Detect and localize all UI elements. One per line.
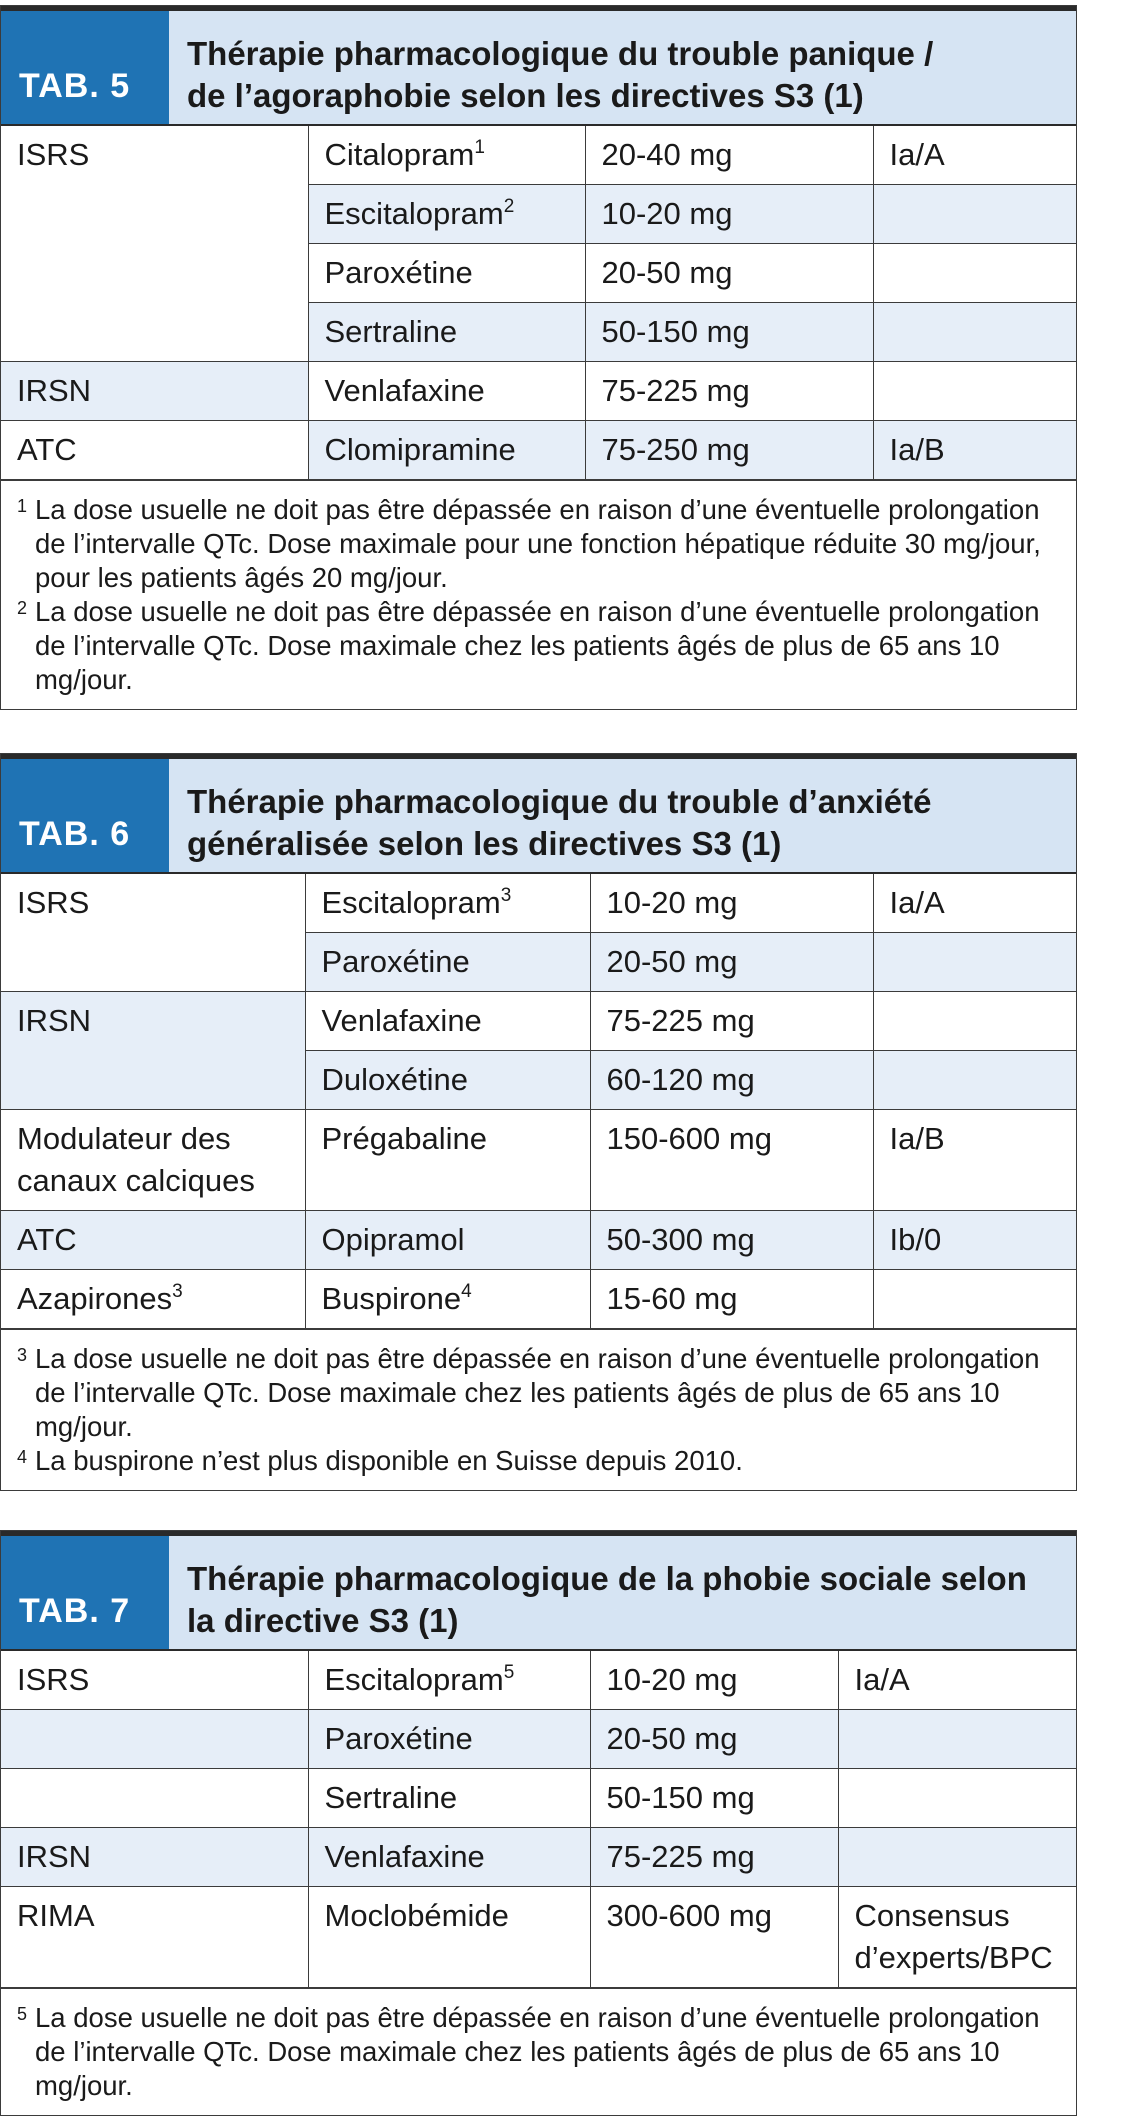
drug-cell: Venlafaxine (308, 1828, 590, 1887)
dose-cell: 60-120 mg (590, 1051, 873, 1110)
footnote (17, 2001, 1062, 2103)
drug-name: Escitalopram (324, 1662, 504, 1697)
table-row (1, 1651, 1076, 1710)
evidence-cell (873, 303, 1076, 362)
drug-cell: Paroxétine (305, 933, 590, 992)
class-cell (1, 1710, 308, 1769)
evidence-cell: Ia/A (873, 126, 1076, 185)
footnote-mark: 5 (17, 2004, 28, 2024)
class-cell: IRSN (1, 362, 308, 421)
table-header (1, 1531, 1076, 1651)
table-row (1, 126, 1076, 185)
drug-cell: Duloxétine (305, 1051, 590, 1110)
drug-cell: Sertraline (308, 303, 585, 362)
table-body (1, 126, 1076, 480)
drug-name: Escitalopram (324, 196, 504, 231)
drug-cell (305, 1270, 590, 1329)
class-cell: ISRS (1, 1651, 308, 1710)
footnote-ref: 3 (500, 885, 512, 906)
table-row (1, 1270, 1076, 1329)
table-row (1, 362, 1076, 421)
table-footnotes (1, 480, 1076, 709)
table-header (1, 754, 1076, 874)
drug-name: Buspirone (321, 1281, 462, 1316)
dose-cell: 10-20 mg (590, 874, 873, 933)
dose-cell: 50-150 mg (585, 303, 873, 362)
evidence-cell (873, 362, 1076, 421)
dose-cell: 75-250 mg (585, 421, 873, 480)
evidence-cell: Ia/B (873, 1110, 1076, 1211)
dose-cell: 20-50 mg (590, 933, 873, 992)
drug-cell: Sertraline (308, 1769, 590, 1828)
evidence-cell: Ia/A (838, 1651, 1076, 1710)
dose-cell: 75-225 mg (585, 362, 873, 421)
drug-name: Escitalopram (321, 885, 501, 920)
class-cell: IRSN (1, 1828, 308, 1887)
footnote-mark: 4 (17, 1447, 28, 1467)
table-row (1, 1769, 1076, 1828)
table-row (1, 1110, 1076, 1211)
table-body (1, 1651, 1076, 1988)
footnote-text: La dose usuelle ne doit pas être dépassée en raison d’une éventuelle prolongation de l’intervalle QTc. Dose maximale chez les patients âgés de plus de 65 ans 10 mg/jour. (35, 596, 1040, 695)
table-label: TAB. 7 (1, 1536, 169, 1649)
dose-cell: 10-20 mg (590, 1651, 838, 1710)
table-row (1, 1887, 1076, 1988)
class-cell (1, 1270, 305, 1329)
evidence-cell (838, 1710, 1076, 1769)
table-5 (0, 5, 1077, 710)
table-title-line: Thérapie pharmacologique de la phobie sociale selon (187, 1560, 1027, 1597)
drug-cell: Venlafaxine (305, 992, 590, 1051)
footnote-ref: 1 (474, 137, 485, 158)
class-cell: RIMA (1, 1887, 308, 1988)
table-title-line: généralisée selon les directives S3 (1) (187, 825, 782, 862)
footnote (17, 493, 1062, 595)
footnote (17, 1444, 1062, 1478)
drug-cell: Opipramol (305, 1211, 590, 1270)
class-cell: IRSN (1, 992, 305, 1110)
table-title (169, 11, 1076, 124)
table-label: TAB. 5 (1, 11, 169, 124)
table-row (1, 1828, 1076, 1887)
table-label: TAB. 6 (1, 759, 169, 872)
footnote-text: La dose usuelle ne doit pas être dépassée en raison d’une éventuelle prolongation de l’intervalle QTc. Dose maximale pour une fonction hépatique réduite 30 mg/jour, pour les patients âgés 20 mg/jour. (35, 494, 1041, 593)
drug-cell: Clomipramine (308, 421, 585, 480)
drug-cell (308, 185, 585, 244)
footnote-ref: 2 (503, 196, 515, 217)
dose-cell: 20-50 mg (585, 244, 873, 303)
class-cell: ATC (1, 421, 308, 480)
table-title-line: de l’agoraphobie selon les directives S3 (1) (187, 77, 864, 114)
dose-cell: 50-300 mg (590, 1211, 873, 1270)
footnote-mark: 1 (17, 496, 28, 516)
footnote (17, 1342, 1062, 1444)
dose-cell: 50-150 mg (590, 1769, 838, 1828)
table-row (1, 1211, 1076, 1270)
evidence-cell (873, 1270, 1076, 1329)
dose-cell: 300-600 mg (590, 1887, 838, 1988)
dose-cell: 10-20 mg (585, 185, 873, 244)
table-body (1, 874, 1076, 1329)
dose-cell: 20-40 mg (585, 126, 873, 185)
evidence-cell (838, 1769, 1076, 1828)
evidence-cell (838, 1828, 1076, 1887)
drug-cell: Paroxétine (308, 244, 585, 303)
evidence-cell (873, 1051, 1076, 1110)
class-name: Azapirones (17, 1281, 173, 1316)
drug-cell (308, 126, 585, 185)
footnote-ref: 4 (461, 1281, 472, 1302)
dose-cell: 75-225 mg (590, 992, 873, 1051)
evidence-cell (873, 185, 1076, 244)
dose-cell: 150-600 mg (590, 1110, 873, 1211)
table-title-line: la directive S3 (1) (187, 1602, 459, 1639)
drug-cell (305, 874, 590, 933)
drug-cell: Venlafaxine (308, 362, 585, 421)
table-title-line: Thérapie pharmacologique du trouble d’anxiété (187, 783, 932, 820)
drug-cell: Prégabaline (305, 1110, 590, 1211)
table-row (1, 874, 1076, 933)
table-title-line: Thérapie pharmacologique du trouble panique / (187, 35, 934, 72)
class-cell: ISRS (1, 126, 308, 362)
footnote-ref: 5 (503, 1662, 515, 1683)
dose-cell: 20-50 mg (590, 1710, 838, 1769)
footnote-mark: 3 (17, 1345, 28, 1365)
table-title (169, 1536, 1076, 1649)
table-7 (0, 1530, 1077, 2116)
evidence-cell: Ib/0 (873, 1211, 1076, 1270)
footnote-text: La dose usuelle ne doit pas être dépassée en raison d’une éventuelle prolongation de l’intervalle QTc. Dose maximale chez les patients âgés de plus de 65 ans 10 mg/jour. (35, 2002, 1040, 2101)
class-cell: ATC (1, 1211, 305, 1270)
drug-cell: Moclobémide (308, 1887, 590, 1988)
evidence-cell (873, 992, 1076, 1051)
class-cell (1, 1769, 308, 1828)
table-title (169, 759, 1076, 872)
drug-cell: Paroxétine (308, 1710, 590, 1769)
evidence-cell (873, 244, 1076, 303)
footnote (17, 595, 1062, 697)
evidence-cell (873, 933, 1076, 992)
dose-cell: 15-60 mg (590, 1270, 873, 1329)
footnote-ref: 3 (172, 1281, 183, 1302)
drug-name: Citalopram (324, 137, 475, 172)
evidence-cell: Consensus d’experts/BPC (838, 1887, 1076, 1988)
evidence-cell: Ia/B (873, 421, 1076, 480)
footnote-mark: 2 (17, 598, 28, 618)
dose-cell: 75-225 mg (590, 1828, 838, 1887)
table-header (1, 6, 1076, 126)
table-footnotes (1, 1988, 1076, 2115)
footnote-text: La buspirone n’est plus disponible en Suisse depuis 2010. (35, 1445, 743, 1476)
table-footnotes (1, 1329, 1076, 1490)
table-row (1, 992, 1076, 1051)
class-cell: ISRS (1, 874, 305, 992)
table-6 (0, 753, 1077, 1491)
table-row (1, 1710, 1076, 1769)
drug-cell (308, 1651, 590, 1710)
evidence-cell: Ia/A (873, 874, 1076, 933)
table-row (1, 421, 1076, 480)
footnote-text: La dose usuelle ne doit pas être dépassée en raison d’une éventuelle prolongation de l’intervalle QTc. Dose maximale chez les patients âgés de plus de 65 ans 10 mg/jour. (35, 1343, 1040, 1442)
class-cell: Modulateur des canaux calciques (1, 1110, 305, 1211)
